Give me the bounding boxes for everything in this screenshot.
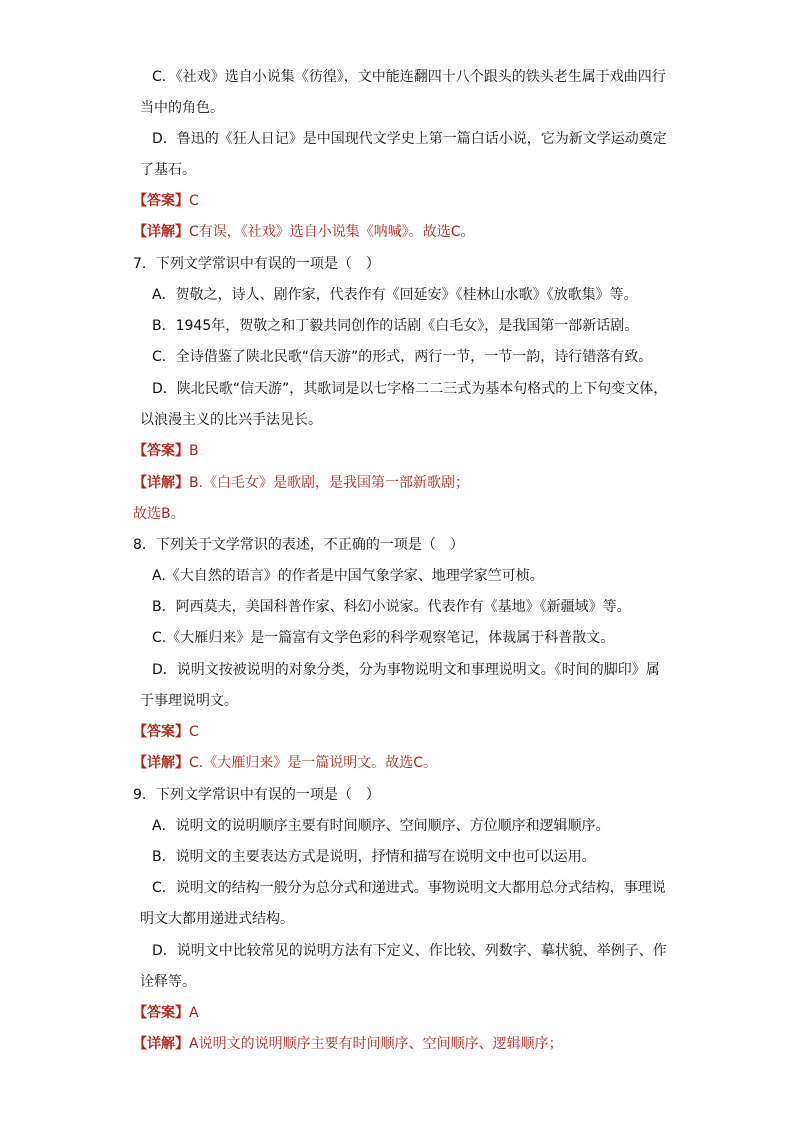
q7-option-d-line1: D．陕北民歌“信天游”，其歌词是以七字格二二三式为基本句格式的上下句变文体， — [152, 381, 668, 397]
answer-tag: 【答案】 — [133, 443, 189, 459]
q8-option-a: A.《大自然的语言》的作者是中国气象学家、地理学家竺可桢。 — [152, 568, 544, 584]
answer-tag: 【答案】 — [133, 1005, 189, 1021]
q9-option-a: A．说明文的说明顺序主要有时间顺序、空间顺序、方位顺序和逻辑顺序。 — [152, 818, 610, 834]
q9-answer — [133, 1003, 199, 1023]
q7-answer — [133, 441, 199, 461]
q9-option-b: B．说明文的主要表达方式是说明，抒情和描写在说明文中也可以运用。 — [152, 849, 596, 865]
answer-tag: 【答案】 — [133, 724, 189, 740]
answer-value: C — [189, 724, 199, 740]
q8-option-c: C.《大雁归来》是一篇富有文学色彩的科学观察笔记，体裁属于科普散文。 — [152, 630, 615, 646]
q9-stem: 9．下列文学常识中有误的一项是（ ） — [133, 787, 380, 803]
q8-detail — [133, 753, 437, 773]
q7-option-c: C．全诗借鉴了陕北民歌“信天游”的形式，两行一节，一节一韵，诗行错落有致。 — [152, 349, 653, 365]
q7-option-a: A．贺敬之，诗人、剧作家，代表作有《回延安》《桂林山水歌》《放歌集》等。 — [152, 287, 638, 303]
q9-option-d-line1: D．说明文中比较常见的说明方法有下定义、作比较、列数字、摹状貌、举例子、作 — [152, 943, 667, 959]
q6-option-d-line2: 了基石。 — [140, 162, 196, 178]
answer-value: B — [189, 443, 199, 459]
detail-tag: 【详解】 — [133, 755, 189, 771]
detail-tag: 【详解】 — [133, 1036, 189, 1052]
q6-option-c-line1: C．《社戏》选自小说集《彷徨》，文中能连翻四十八个跟头的铁头老生属于戏曲四行 — [152, 69, 666, 85]
q9-option-c-line2: 明文大都用递进式结构。 — [140, 911, 294, 927]
detail-tag: 【详解】 — [133, 475, 189, 491]
detail-text: B.《白毛女》是歌剧，是我国第一部新歌剧； — [189, 475, 470, 491]
q6-detail — [133, 222, 475, 242]
q7-stem: 7．下列文学常识中有误的一项是（ ） — [133, 256, 380, 272]
answer-value: A — [189, 1005, 199, 1021]
q6-answer — [133, 191, 199, 211]
q8-option-d-line2: 于事理说明文。 — [140, 693, 238, 709]
q9-option-c-line1: C．说明文的结构一般分为总分式和递进式。事物说明文大都用总分式结构，事理说 — [152, 880, 666, 896]
q7-option-d-line2: 以浪漫主义的比兴手法见长。 — [140, 412, 322, 428]
q6-option-c-line2: 当中的角色。 — [140, 100, 224, 116]
q7-detail — [133, 473, 469, 493]
q7-conclusion: 故选B。 — [133, 506, 185, 522]
detail-text: A说明文的说明顺序主要有时间顺序、空间顺序、逻辑顺序； — [189, 1036, 563, 1052]
answer-value: C — [189, 193, 199, 209]
q8-option-b: B．阿西莫夫，美国科普作家、科幻小说家。代表作有《基地》《新疆域》等。 — [152, 599, 631, 615]
q8-answer — [133, 722, 199, 742]
q9-option-d-line2: 诠释等。 — [140, 974, 196, 990]
q8-stem: 8．下列关于文学常识的表述，不正确的一项是（ ） — [133, 537, 464, 553]
answer-tag: 【答案】 — [133, 193, 189, 209]
q6-option-d-line1: D．鲁迅的《狂人日记》是中国现代文学史上第一篇白话小说，它为新文学运动奠定 — [152, 131, 667, 147]
detail-text: C有误，《社戏》选自小说集《呐喊》。故选C。 — [189, 224, 475, 240]
q9-detail — [133, 1034, 563, 1054]
detail-tag: 【详解】 — [133, 224, 189, 240]
detail-text: C.《大雁归来》是一篇说明文。故选C。 — [189, 755, 437, 771]
q8-option-d-line1: D．说明文按被说明的对象分类，分为事物说明文和事理说明文。《时间的脚印》属 — [152, 662, 660, 678]
q7-option-b: B．1945年，贺敬之和丁毅共同创作的话剧《白毛女》，是我国第一部新话剧。 — [152, 318, 639, 334]
